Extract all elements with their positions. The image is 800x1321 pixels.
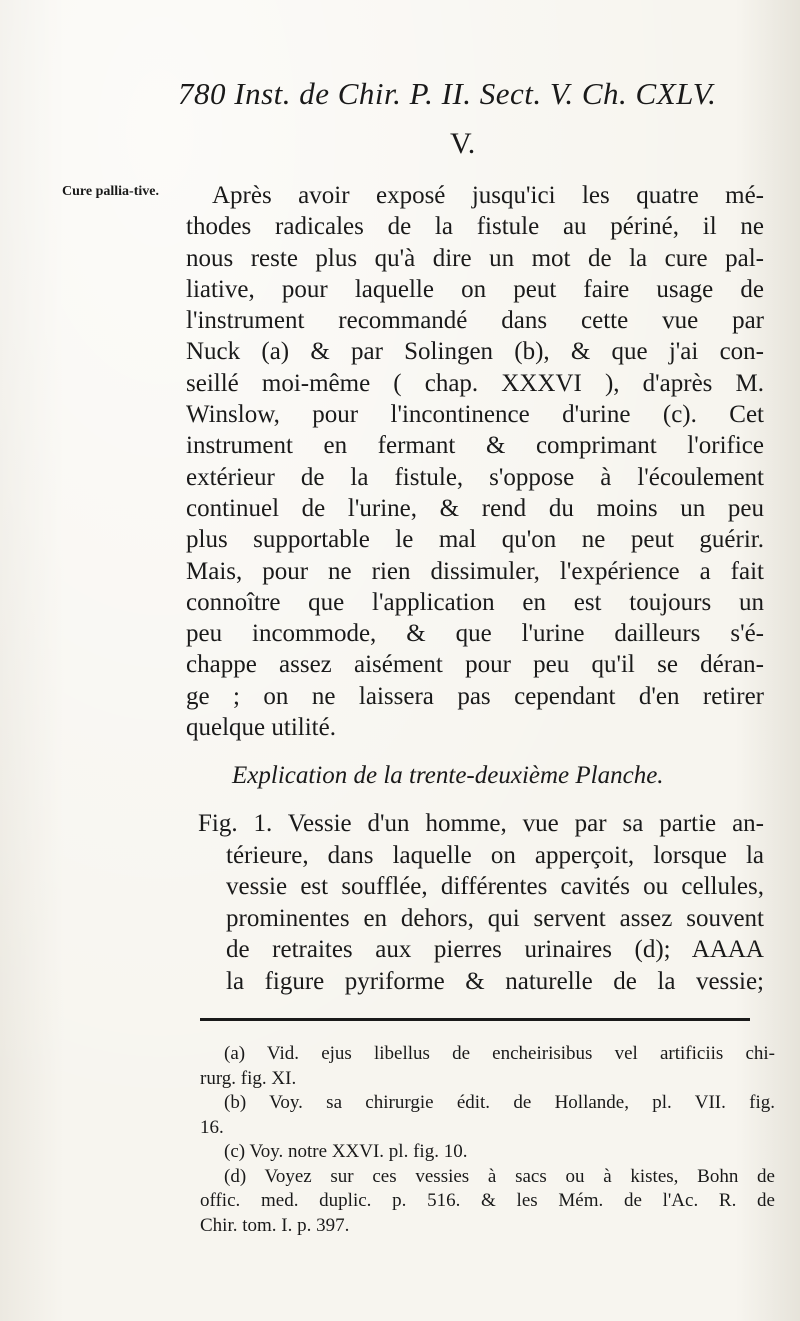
figure-line: térieure, dans laquelle on apperçoit, lorsque la xyxy=(226,841,764,869)
body-line: liative, pour laquelle on peut faire usage de xyxy=(186,275,764,303)
figure-line: la figure pyriforme & naturelle de la vessie; xyxy=(226,967,764,995)
body-line: ge ; on ne laissera pas cependant d'en retirer xyxy=(186,682,764,710)
footnote-line: offic. med. duplic. p. 516. & les Mém. de l'Ac. R. de xyxy=(200,1190,775,1211)
footnote-line: 16. xyxy=(200,1116,224,1138)
figure-line: Fig. 1. Vessie d'un homme, vue par sa partie an- xyxy=(198,810,764,837)
body-line: instrument en fermant & comprimant l'orifice xyxy=(186,432,764,460)
body-line: continuel de l'urine, & rend du moins un peu xyxy=(186,494,764,522)
body-line: thodes radicales de la fistule au périné, il ne xyxy=(186,213,764,241)
footnote-line: (a) Vid. ejus libellus de encheirisibus vel artificiis chi- xyxy=(224,1043,775,1064)
figure-line: de retraites aux pierres urinaires (d); AAAA xyxy=(226,936,764,963)
body-line: l'instrument recommandé dans cette vue par xyxy=(186,307,764,335)
footnote-line: Chir. tom. I. p. 397. xyxy=(200,1214,350,1236)
body-line: nous reste plus qu'à dire un mot de la cure pal- xyxy=(186,244,764,272)
body-line: Après avoir exposé jusqu'ici les quatre mé- xyxy=(212,182,764,209)
footnote-line: (d) Voyez sur ces vessies à sacs ou à kistes, Bohn de xyxy=(224,1165,775,1187)
body-line: peu incommode, & que l'urine dailleurs s'é- xyxy=(186,620,764,648)
body-line: connoître que l'application en est toujours un xyxy=(186,588,764,616)
figure-line: prominentes en dehors, qui servent assez souvent xyxy=(226,904,764,932)
body-line: quelque utilité. xyxy=(186,714,336,742)
figure-line: vessie est soufflée, différentes cavités ou cellules, xyxy=(226,873,764,900)
body-line: extérieur de la fistule, s'oppose à l'écoulement xyxy=(186,463,764,491)
figure-explanation xyxy=(186,808,764,997)
footnote-rule xyxy=(200,1018,750,1021)
footnote-line: (c) Voy. notre XXVI. pl. fig. 10. xyxy=(224,1141,468,1162)
body-line: plus supportable le mal qu'on ne peut guérir. xyxy=(186,526,764,554)
section-number: V. xyxy=(450,127,476,160)
footnotes xyxy=(200,1042,775,1238)
running-head: 780 Inst. de Chir. P. II. Sect. V. Ch. CXLV. xyxy=(178,76,717,111)
body-line: chappe assez aisément pour peu qu'il se déran- xyxy=(186,651,764,679)
body-line: Winslow, pour l'incontinence d'urine (c). Cet xyxy=(186,401,764,429)
footnote-line: (b) Voy. sa chirurgie édit. de Hollande, pl. VII. fig. xyxy=(224,1092,775,1113)
body-line: seillé moi-même ( chap. XXXVI ), d'après M. xyxy=(186,369,764,397)
body-paragraph xyxy=(186,180,764,743)
body-line: Nuck (a) & par Solingen (b), & que j'ai con- xyxy=(186,338,764,366)
body-line: Mais, pour ne rien dissimuler, l'expérience a fait xyxy=(186,557,764,585)
margin-note: Cure pallia-tive. xyxy=(62,184,159,199)
footnote-line: rurg. fig. XI. xyxy=(200,1067,297,1089)
plate-title: Explication de la trente-deuxième Planche. xyxy=(232,762,664,789)
